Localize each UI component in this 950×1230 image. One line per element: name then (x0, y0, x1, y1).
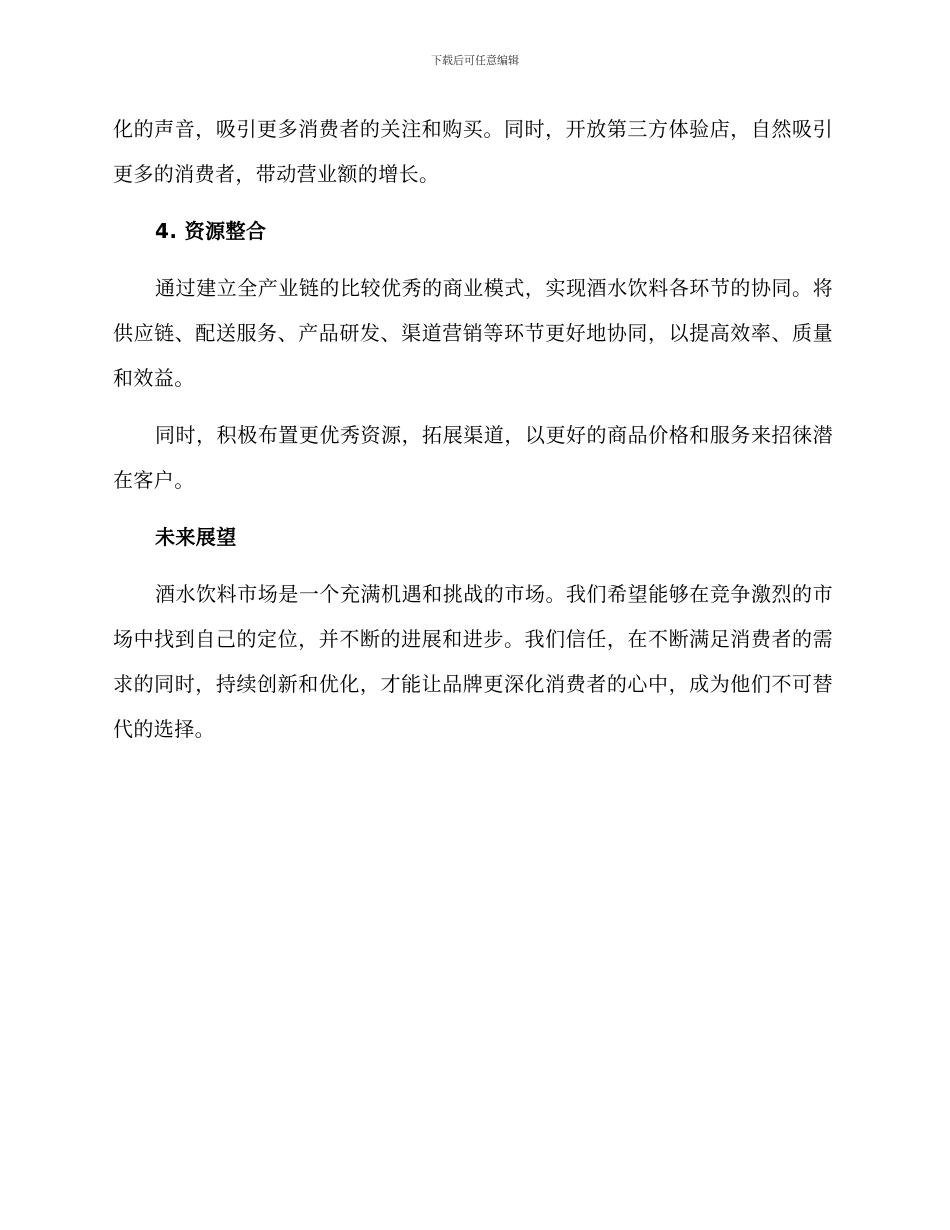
document-body (113, 107, 833, 764)
section-heading-outlook: 未来展望 (155, 525, 237, 549)
paragraph-outlook-1: 酒水饮料市场是一个充满机遇和挑战的市场。我们希望能够在竞争激烈的市场中找到自己的定位，并不断的进展和进步。我们信任，在不断满足消费者的需求的同时，持续创新和优化，才能让品牌更深化消费者的心中，成为他们不可替代的选择。 (113, 582, 833, 741)
paragraph-resources-2: 同时，积极布置更优秀资源，拓展渠道，以更好的商品价格和服务来招徕潜在客户。 (113, 423, 833, 492)
paragraph-resources-1: 通过建立全产业链的比较优秀的商业模式，实现酒水饮料各环节的协同。将供应链、配送服务、产品研发、渠道营销等环节更好地协同，以提高效率、质量和效益。 (113, 276, 833, 390)
section-heading-resources: 4. 资源整合 (155, 219, 267, 243)
paragraph-continued: 化的声音，吸引更多消费者的关注和购买。同时，开放第三方体验店，自然吸引更多的消费者，带动营业额的增长。 (113, 117, 833, 186)
header-note: 下载后可任意编辑 (431, 54, 519, 67)
